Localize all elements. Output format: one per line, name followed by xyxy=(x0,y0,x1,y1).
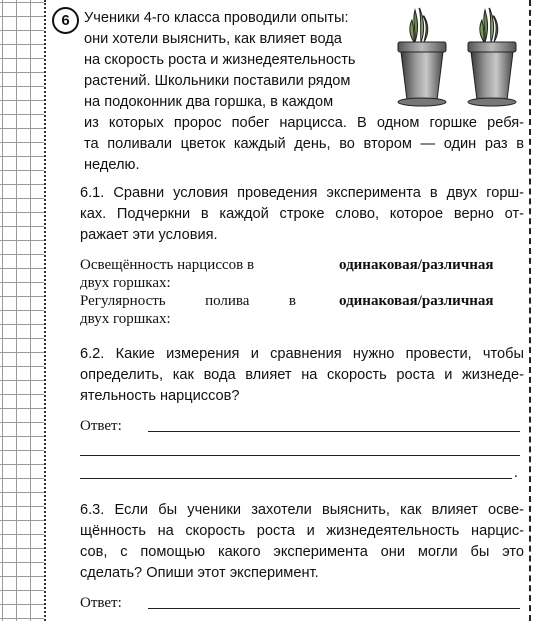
condition-label: Регулярность полива в xyxy=(80,293,296,309)
intro-line: на подоконник два горшка, в каждом xyxy=(84,94,334,110)
q62-text: определить, как вода влияет на скорость роста и жизнеде- xyxy=(80,367,524,383)
answer-period: . xyxy=(514,465,518,481)
intro-line: та поливали цветок каждый день, во втором — один раз в xyxy=(84,136,524,152)
q61-text: 6.1. Сравни условия проведения эксперимента в двух горш- xyxy=(80,185,524,201)
intro-line: из которых пророс побег нарцисса. В одном горшке ребя- xyxy=(84,115,524,131)
intro-line: неделю. xyxy=(84,157,140,173)
pot-right xyxy=(468,8,516,106)
q62-text: ятельность нарциссов? xyxy=(80,388,240,404)
task-number-badge: 6 xyxy=(52,7,79,34)
q62-text: 6.2. Какие измерения и сравнения нужно провести, чтобы xyxy=(80,346,524,362)
pot-left xyxy=(398,8,446,106)
q61-text: ках. Подчеркни в каждой строке слово, которое верно от- xyxy=(80,206,524,222)
q61-text: ражает эти условия. xyxy=(80,227,218,243)
q63-text: сов, с помощью какого эксперимента они могли бы это xyxy=(80,544,524,560)
intro-line: Ученики 4-го класса проводили опыты: xyxy=(84,10,349,26)
condition-options[interactable]: одинаковая/различная xyxy=(339,257,494,273)
cut-line-right xyxy=(529,0,531,621)
margin-dotted-line xyxy=(44,0,46,621)
answer-line[interactable] xyxy=(80,455,520,456)
intro-line: они хотели выяснить, как влияет вода xyxy=(84,31,342,47)
answer-label: Ответ: xyxy=(80,595,122,611)
q63-text: 6.3. Если бы ученики захотели выяснить, как влияет осве- xyxy=(80,502,524,518)
q63-text: щённость на скорость роста и жизнедеятельность нарцис- xyxy=(80,523,524,539)
q63-text: сделать? Опиши этот эксперимент. xyxy=(80,565,319,581)
condition-options[interactable]: одинаковая/различная xyxy=(339,293,494,309)
answer-line[interactable] xyxy=(148,431,520,432)
condition-label: двух горшках: xyxy=(80,311,171,327)
answer-line[interactable] xyxy=(80,478,512,479)
intro-line: растений. Школьники поставили рядом xyxy=(84,73,351,89)
answer-label: Ответ: xyxy=(80,418,122,434)
intro-line: на скорость роста и жизнедеятельность xyxy=(84,52,356,68)
flower-pots-illustration xyxy=(392,6,520,108)
condition-label: Освещённость нарциссов в xyxy=(80,257,255,273)
grid-margin xyxy=(0,0,44,621)
answer-line[interactable] xyxy=(148,608,520,609)
condition-label: двух горшках: xyxy=(80,275,171,291)
